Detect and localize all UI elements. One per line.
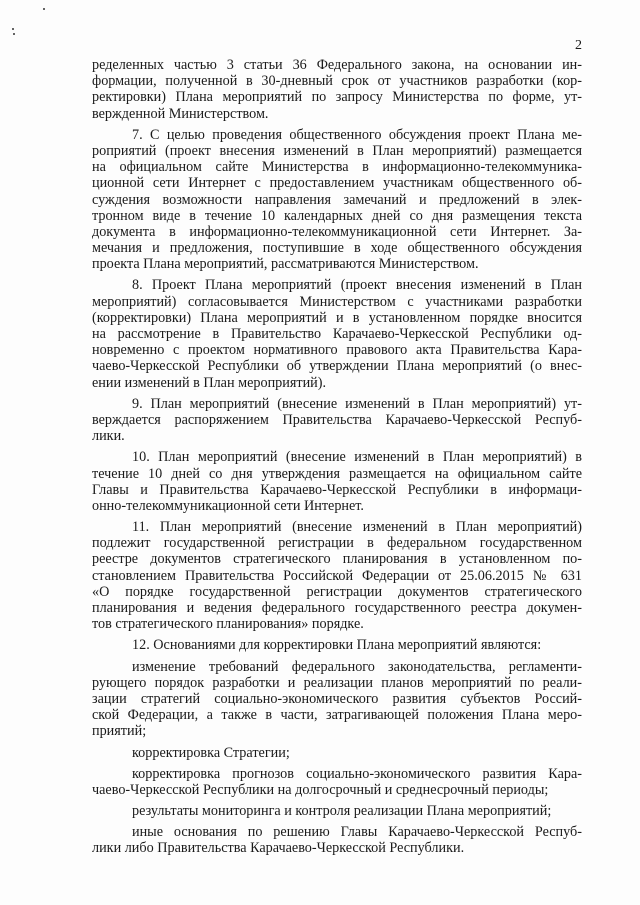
text-line: Главы и Правительства Карачаево-Черкесской Республики в информаци- <box>92 481 582 498</box>
scan-artifact-dot <box>13 33 15 35</box>
text-line: роприятий (проект внесения изменений в План мероприятий) размещается <box>92 142 582 159</box>
text-line: планирования и ведения федерального государственного реестра докумен- <box>92 600 582 616</box>
text-line: 7. С целью проведения общественного обсуждения проект Плана ме- <box>132 126 582 143</box>
paragraph <box>92 396 582 445</box>
text-line: рующего порядок разработки и реализации планов мероприятий по реали- <box>92 674 582 691</box>
text-line: лики либо Правительства Карачаево-Черкесской Республики. <box>92 840 465 857</box>
text-line: корректировка Стратегии; <box>132 744 290 761</box>
text-line: формации, полученной в 30-дневный срок от участников разработки (кор- <box>92 73 582 90</box>
text-line: тронном виде в течение 10 календарных дней со дня размещения текста <box>92 207 582 224</box>
text-line: суждения возможности направления замечаний и предложений в элек- <box>92 191 582 208</box>
text-line: 12. Основаниями для корректировки Плана мероприятий являются: <box>132 637 542 654</box>
text-line: зации стратегий социально-экономического развития субъектов Россий- <box>92 690 582 707</box>
text-line: верждается распоряжением Правительства Карачаево-Черкесской Респуб- <box>92 411 582 428</box>
text-line: приятий; <box>92 723 147 740</box>
text-line: становлением Правительства Российской Федерации от 25.06.2015 № 631 <box>92 567 582 584</box>
text-line: документа в информационно-телекоммуникационной сети Интернет. За- <box>92 223 582 240</box>
text-line: «О порядке государственной регистрации документов стратегического <box>92 583 582 600</box>
text-line: реестре документов стратегического планирования в установленном по- <box>92 551 582 568</box>
text-line: 11. План мероприятий (внесение изменений в План мероприятий) <box>132 519 582 536</box>
paragraph <box>92 519 582 632</box>
text-line: на официальном сайте Министерства в информационно-телекоммуника- <box>92 159 582 176</box>
text-line: тов стратегического планирования» порядке. <box>92 616 364 633</box>
text-line: вержденной Министерством. <box>92 105 269 122</box>
text-line: мероприятий) согласовывается Министерством с участниками разработки <box>92 293 582 310</box>
text-line: онно-телекоммуникационной сети Интернет. <box>92 497 364 514</box>
paragraph <box>92 277 582 390</box>
paragraph <box>92 824 582 856</box>
scan-artifact-dot <box>43 8 45 10</box>
text-line: 9. План мероприятий (внесение изменений в План мероприятий) ут- <box>132 395 582 412</box>
document-body <box>92 57 582 862</box>
paragraph <box>92 766 582 798</box>
text-line: ской Федерации, а также в части, затрагивающей положения Плана меро- <box>92 707 582 724</box>
text-line: ении изменений в План мероприятий). <box>92 374 327 391</box>
text-line: мечания и предложения, поступившие в ходе общественного обсуждения <box>92 240 582 257</box>
text-line: иные основания по решению Главы Карачаево-Черкесской Респуб- <box>132 824 582 841</box>
scan-artifact-dot <box>12 28 14 30</box>
text-line: новременно с проектом нормативного правового акта Правительства Кара- <box>92 342 582 359</box>
text-line: изменение требований федерального законодательства, регламенти- <box>132 658 582 675</box>
text-line: 10. План мероприятий (внесение изменений в План мероприятий) в <box>132 449 582 466</box>
paragraph <box>92 57 582 122</box>
text-line: ционной сети Интернет с предоставлением участникам общественного об- <box>92 175 582 192</box>
text-line: лики. <box>92 428 125 445</box>
paragraph <box>92 449 582 514</box>
text-line: ределенных частью 3 статьи 36 Федерального закона, на основании ин- <box>92 57 582 73</box>
paragraph <box>92 637 582 653</box>
paragraph <box>92 803 582 819</box>
page-number: 2 <box>575 38 582 53</box>
paragraph <box>92 745 582 761</box>
text-line: корректировка прогнозов социально-экономического развития Кара- <box>132 765 582 782</box>
text-line: на рассмотрение в Правительство Карачаево-Черкесской Республики од- <box>92 326 582 342</box>
text-line: течение 10 дней со дня утверждения размещается на официальном сайте <box>92 465 582 482</box>
text-line: результаты мониторинга и контроля реализации Плана мероприятий; <box>132 803 552 820</box>
text-line: (корректировки) Плана мероприятий и в установленном порядке вносится <box>92 309 582 326</box>
text-line: ректировки) Плана мероприятий по запросу Министерства по форме, ут- <box>92 89 582 106</box>
text-line: чаево-Черкесской Республики об утверждении Плана мероприятий (о внес- <box>92 358 582 375</box>
paragraph <box>92 659 582 740</box>
text-line: чаево-Черкесской Республики на долгосрочный и среднесрочный периоды; <box>92 781 549 798</box>
text-line: проекта Плана мероприятий, рассматриваются Министерством. <box>92 256 479 273</box>
text-line: подлежит государственной регистрации в федеральном государственном <box>92 535 582 552</box>
paragraph <box>92 127 582 273</box>
text-line: 8. Проект Плана мероприятий (проект внесения изменений в План <box>132 277 582 294</box>
